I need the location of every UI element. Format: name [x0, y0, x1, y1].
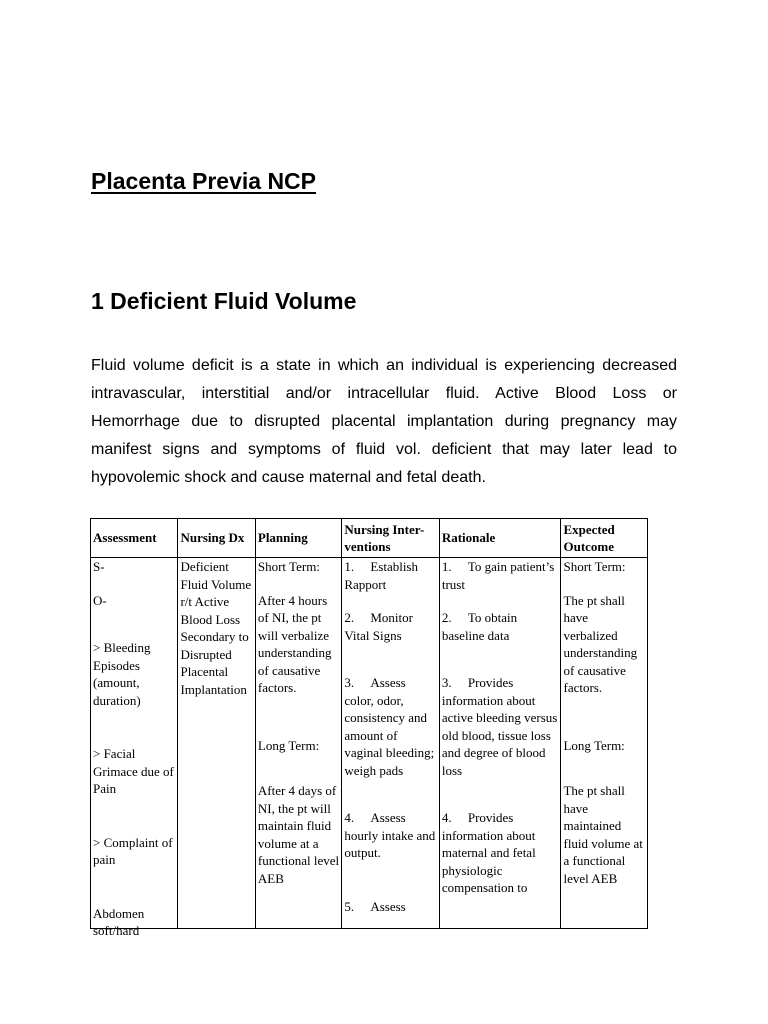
header-expected-outcome: Expected Outcome — [561, 519, 648, 558]
planning-cell — [255, 558, 341, 929]
assessment-item: > Facial Grimace due of Pain — [93, 746, 174, 796]
outcome-short-label: Short Term: — [563, 559, 626, 574]
table-header-row — [91, 519, 648, 558]
rationale-item: 4. Provides information about maternal and fetal physiologic compensation to — [441, 810, 536, 895]
intro-line: hypovolemic shock and cause maternal and fetal death. — [91, 469, 486, 486]
nursing-dx-cell — [178, 558, 255, 929]
expected-outcome-cell — [561, 558, 648, 929]
intervention-item: 1. Establish Rapport — [344, 559, 418, 592]
outcome-short-text: The pt shall have verbalized understanding of causative factors. — [563, 592, 638, 695]
intro-line: Fluid volume deficit is a state in which an individual is experiencing decreased — [91, 357, 677, 374]
planning-short-text: After 4 hours of NI, the pt will verbalize understanding of causative factors. — [257, 592, 332, 695]
header-rationale: Rationale — [439, 519, 561, 558]
rationale-item: 2. To obtain baseline data — [441, 610, 518, 643]
assessment-subjective: S- — [93, 559, 105, 574]
header-planning: Planning — [255, 519, 341, 558]
header-assessment: Assessment — [91, 519, 178, 558]
assessment-item: Abdomen soft/hard — [93, 905, 145, 938]
assessment-cell — [91, 558, 178, 938]
intervention-item: 4. Assess hourly intake and output. — [344, 810, 436, 860]
planning-short-label: Short Term: — [257, 559, 320, 574]
rationale-item: 1. To gain patient’s trust — [441, 559, 555, 592]
rationale-item: 3. Provides information about active bleeding versus old blood, tissue loss and degree of blood loss — [441, 675, 558, 778]
assessment-item: > Complaint of pain — [93, 834, 173, 867]
rationale-cell — [439, 558, 561, 929]
intro-line: Hemorrhage due to disrupted placental implantation during pregnancy may — [91, 413, 677, 430]
section-heading: 1 Deficient Fluid Volume — [91, 288, 357, 314]
intervention-item: 3. Assess color, odor, consistency and amount of vaginal bleeding; weigh pads — [344, 675, 435, 778]
planning-long-text: After 4 days of NI, the pt will maintain fluid volume at a functional level AEB — [257, 783, 340, 886]
assessment-item: > Bleeding Episodes (amount, duration) — [93, 640, 151, 708]
planning-long-label: Long Term: — [257, 737, 320, 753]
intervention-item: 5. Assess — [344, 898, 406, 914]
assessment-objective: O- — [93, 592, 107, 608]
outcome-long-label: Long Term: — [563, 737, 625, 753]
intervention-item: 2. Monitor Vital Signs — [344, 610, 413, 643]
intro-line: intravascular, interstitial and/or intracellular fluid. Active Blood Loss or — [91, 385, 677, 402]
header-nursing-dx: Nursing Dx — [178, 519, 255, 558]
interventions-cell — [342, 558, 440, 929]
ncp-table — [90, 518, 648, 938]
intro-line: manifest signs and symptoms of fluid vol. deficient that may later lead to — [91, 441, 677, 458]
outcome-long-text: The pt shall have maintained fluid volume at a functional level AEB — [563, 783, 643, 886]
table-row — [91, 558, 648, 929]
header-nursing-interventions: Nursing Inter- ventions — [342, 519, 440, 558]
intro-paragraph — [91, 352, 677, 492]
document-title: Placenta Previa NCP — [91, 168, 317, 194]
nursing-dx-text: Deficient Fluid Volume r/t Active Blood Loss Secondary to Disrupted Placental Implantation — [180, 559, 252, 697]
